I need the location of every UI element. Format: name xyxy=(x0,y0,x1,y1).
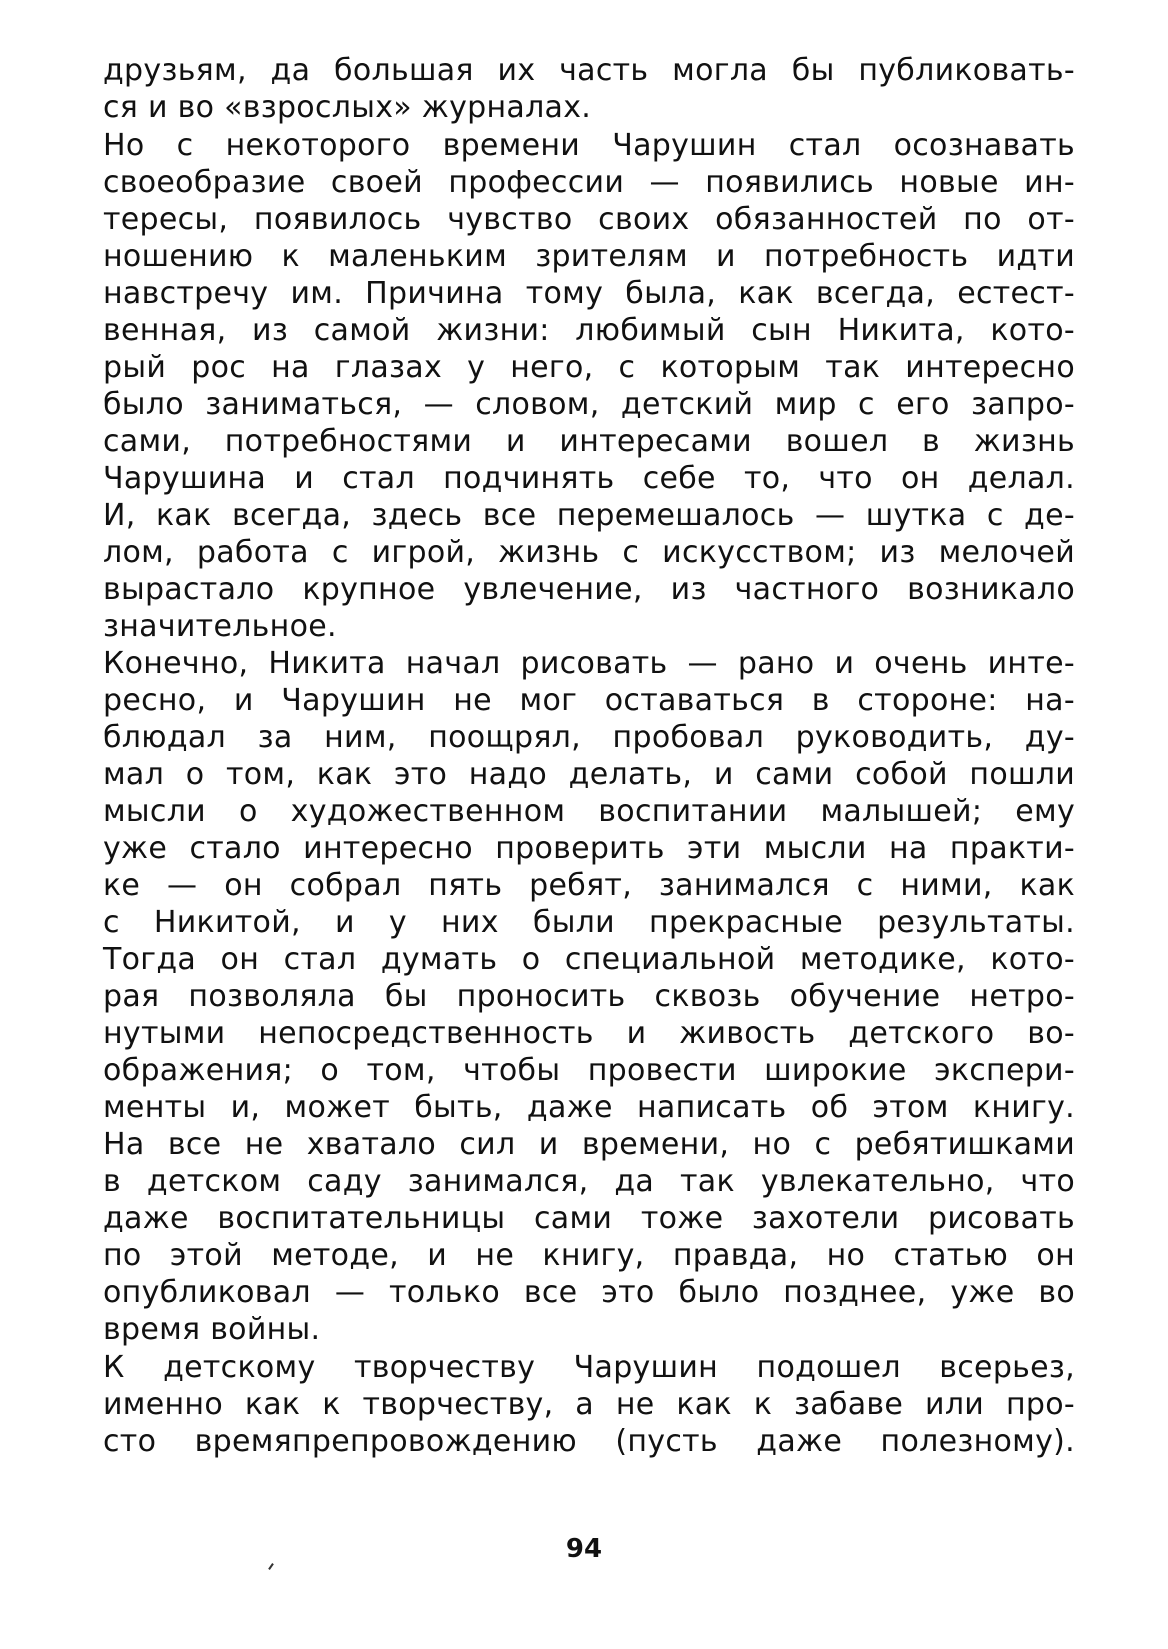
text-line: Чарушина и стал подчинять себе то, что он делал. xyxy=(103,461,1075,496)
text-line: венная, из самой жизни: любимый сын Никита, кото- xyxy=(103,313,1075,348)
text-line: Тогда он стал думать о специальной методике, кото- xyxy=(103,942,1075,977)
text-line: даже воспитательницы сами тоже захотели рисовать xyxy=(103,1201,1075,1236)
text-line: На все не хватало сил и времени, но с ребятишками xyxy=(103,1127,1075,1162)
text-line: тересы, появилось чувство своих обязанностей по от- xyxy=(103,202,1075,237)
text-line: рый рос на глазах у него, с которым так интересно xyxy=(103,350,1075,385)
text-line: рая позволяла бы проносить сквозь обучение нетро- xyxy=(103,979,1075,1014)
text-line: сто времяпрепровождению (пусть даже полезному). xyxy=(103,1424,1075,1459)
text-line: Но с некоторого времени Чарушин стал осознавать xyxy=(103,128,1075,163)
text-line: ке — он собрал пять ребят, занимался с ними, как xyxy=(103,868,1075,903)
text-line: мысли о художественном воспитании малышей; ему xyxy=(103,794,1075,829)
text-line: мал о том, как это надо делать, и сами собой пошли xyxy=(103,757,1075,792)
text-line: ся и во «взрослых» журналах. xyxy=(103,90,592,125)
text-line: по этой методе, и не книгу, правда, но статью он xyxy=(103,1238,1075,1273)
text-line: ношению к маленьким зрителям и потребность идти xyxy=(103,239,1075,274)
text-line: своеобразие своей профессии — появились новые ин- xyxy=(103,165,1075,200)
page-number: 94 xyxy=(565,1534,603,1564)
text-line: время войны. xyxy=(103,1312,321,1347)
text-line: опубликовал — только все это было позднее, уже во xyxy=(103,1275,1075,1310)
text-line: уже стало интересно проверить эти мысли на практи- xyxy=(103,831,1075,866)
text-line: значительное. xyxy=(103,609,337,644)
text-line: именно как к творчеству, а не как к забаве или про- xyxy=(103,1387,1075,1422)
text-line: друзьям, да большая их часть могла бы публиковать- xyxy=(103,53,1075,88)
text-line: было заниматься, — словом, детский мир с его запро- xyxy=(103,387,1075,422)
text-line: вырастало крупное увлечение, из частного возникало xyxy=(103,572,1075,607)
text-line: в детском саду занимался, да так увлекательно, что xyxy=(103,1164,1075,1199)
text-line: К детскому творчеству Чарушин подошел всерьез, xyxy=(103,1350,1075,1385)
text-line: лом, работа с игрой, жизнь с искусством; из мелочей xyxy=(103,535,1075,570)
text-line: ресно, и Чарушин не мог оставаться в стороне: на- xyxy=(103,683,1075,718)
text-line: ображения; о том, чтобы провести широкие экспери- xyxy=(103,1053,1075,1088)
text-line: навстречу им. Причина тому была, как всегда, естест- xyxy=(103,276,1075,311)
text-line: менты и, может быть, даже написать об этом книгу. xyxy=(103,1090,1075,1125)
text-line: сами, потребностями и интересами вошел в жизнь xyxy=(103,424,1075,459)
text-line: нутыми непосредственность и живость детского во- xyxy=(103,1016,1075,1051)
scan-speck xyxy=(268,1563,274,1570)
text-line: с Никитой, и у них были прекрасные результаты. xyxy=(103,905,1075,940)
text-line: блюдал за ним, поощрял, пробовал руководить, ду- xyxy=(103,720,1075,755)
text-line: И, как всегда, здесь все перемешалось — шутка с де- xyxy=(103,498,1075,533)
text-line: Конечно, Никита начал рисовать — рано и очень инте- xyxy=(103,646,1075,681)
